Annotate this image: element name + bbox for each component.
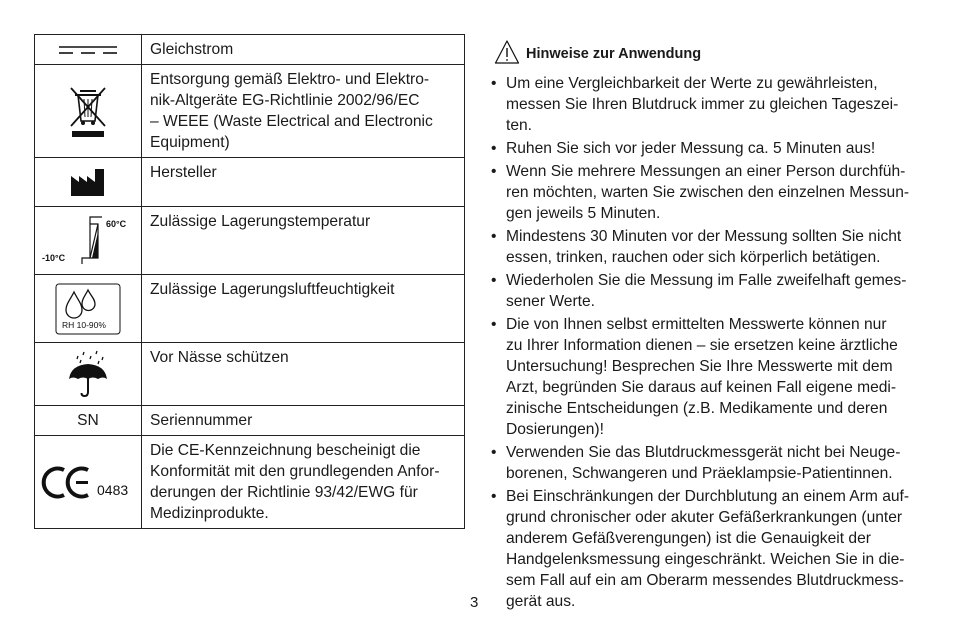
manufacturer-factory-icon — [68, 166, 108, 198]
notes-list — [491, 73, 931, 612]
list-item — [491, 226, 931, 268]
description-line: Medizinprodukte. — [150, 505, 269, 522]
description-line: Zulässige Lagerungstemperatur — [150, 213, 371, 230]
usage-notes-section — [491, 38, 931, 614]
list-item-line: Arzt, begründen Sie daraus auf keinen Fall eigene medi- — [506, 379, 897, 396]
symbol-row-ce-mark — [35, 436, 465, 529]
list-item-line: sem Fall auf ein am Oberarm messendes Blutdruckmess- — [506, 572, 904, 589]
description-line: derungen der Richtlinie 93/42/EWG für — [150, 484, 418, 501]
humidity-limit-icon — [52, 282, 124, 336]
symbol-description — [142, 207, 465, 275]
symbol-description — [142, 343, 465, 406]
direct-current-icon — [53, 44, 123, 56]
symbol-cell — [35, 207, 142, 275]
list-item-line: sener Werte. — [506, 293, 595, 310]
notes-heading-text: Hinweise zur Anwendung — [526, 46, 702, 62]
symbol-row-temperature — [35, 207, 465, 275]
symbol-row-weee — [35, 65, 465, 158]
temperature-limit-icon — [38, 212, 138, 270]
notes-heading — [494, 38, 931, 65]
list-item-line: Untersuchung! Besprechen Sie Ihre Messwerte mit dem — [506, 358, 893, 375]
list-item-line: anderem Gefäßverengungen) ist die Genauigkeit der — [506, 530, 871, 547]
symbol-description — [142, 406, 465, 436]
symbol-cell — [35, 343, 142, 406]
list-item — [491, 161, 931, 224]
list-item-line: • Um eine Vergleichbarkeit der Werte zu gewährleisten, — [506, 75, 878, 92]
description-line: Entsorgung gemäß Elektro- und Elektro- — [150, 71, 430, 88]
list-item-line: ten. — [506, 117, 533, 134]
symbols-table — [34, 34, 465, 529]
symbol-description — [142, 35, 465, 65]
temperature-min-label: -10°C — [42, 252, 66, 263]
list-item — [491, 442, 931, 484]
list-item-line: messen Sie Ihren Blutdruck immer zu gleichen Tageszei- — [506, 96, 899, 113]
list-item-line: essen, trinken, rauchen oder sich körperlich betätigen. — [506, 249, 881, 266]
list-item-line: • Ruhen Sie sich vor jeder Messung ca. 5 Minuten aus! — [506, 140, 876, 157]
list-item-line: borenen, Schwangeren und Präeklampsie-Patientinnen. — [506, 465, 893, 482]
list-item-line: • Wenn Sie mehrere Messungen an einer Person durchfüh- — [506, 163, 906, 180]
description-line: Vor Nässe schützen — [150, 349, 289, 366]
description-line: – WEEE (Waste Electrical and Electronic — [150, 113, 433, 130]
page-number: 3 — [470, 594, 479, 611]
weee-crossed-bin-icon — [66, 83, 110, 139]
list-item-line: Handgelenksmessung eingeschränkt. Weichen Sie in die- — [506, 551, 905, 568]
list-item-line: gerät aus. — [506, 593, 576, 610]
warning-triangle-icon — [494, 39, 520, 65]
list-item-line: grund chronischer oder akuter Gefäßerkrankungen (unter — [506, 509, 903, 526]
list-item-line: Dosierungen)! — [506, 421, 604, 438]
symbol-row-humidity — [35, 275, 465, 343]
symbol-row-serial-number — [35, 406, 465, 436]
symbol-description — [142, 275, 465, 343]
symbol-description — [142, 65, 465, 158]
list-item-line: • Bei Einschränkungen der Durchblutung an einem Arm auf- — [506, 488, 910, 505]
symbol-description — [142, 158, 465, 207]
description-line: nik-Altgeräte EG-Richtlinie 2002/96/EC — [150, 92, 420, 109]
list-item-line: ren möchten, warten Sie zwischen den einzelnen Messun- — [506, 184, 910, 201]
description-line: Gleichstrom — [150, 41, 234, 58]
list-item — [491, 314, 931, 440]
description-line: Hersteller — [150, 164, 217, 181]
symbol-description — [142, 436, 465, 529]
description-line: Konformität mit den grundlegenden Anfor- — [150, 463, 440, 480]
list-item-line: • Wiederholen Sie die Messung im Falle zweifelhaft gemes- — [506, 272, 907, 289]
list-item-line: zinische Entscheidungen (z.B. Medikamente und deren — [506, 400, 888, 417]
description-line: Die CE-Kennzeichnung bescheinigt die — [150, 442, 421, 459]
symbol-cell — [35, 406, 142, 436]
list-item-line: zu Ihrer Information dienen – sie ersetzen keine ärztliche — [506, 337, 898, 354]
list-item-line: gen jeweils 5 Minuten. — [506, 205, 661, 222]
list-item — [491, 138, 931, 159]
keep-dry-umbrella-icon — [65, 349, 111, 399]
symbol-row-keep-dry — [35, 343, 465, 406]
symbol-cell — [35, 158, 142, 207]
description-line: Seriennummer — [150, 412, 253, 429]
list-item — [491, 486, 931, 612]
list-item-line: • Verwenden Sie das Blutdruckmessgerät nicht bei Neuge- — [506, 444, 901, 461]
symbol-row-manufacturer — [35, 158, 465, 207]
notified-body-number: 0483 — [97, 482, 129, 498]
list-item — [491, 270, 931, 312]
list-item-line: • Mindestens 30 Minuten vor der Messung sollten Sie nicht — [506, 228, 902, 245]
symbol-cell — [35, 65, 142, 158]
description-line: Zulässige Lagerungsluftfeuchtigkeit — [150, 281, 395, 298]
humidity-range-label: RH 10-90% — [62, 319, 106, 330]
list-item-line: • Die von Ihnen selbst ermittelten Messwerte können nur — [506, 316, 887, 333]
symbol-cell — [35, 436, 142, 529]
serial-number-label: SN — [77, 412, 99, 429]
list-item — [491, 73, 931, 136]
symbol-cell — [35, 35, 142, 65]
symbol-row-direct-current — [35, 35, 465, 65]
temperature-max-label: 60°C — [106, 218, 127, 229]
symbol-cell — [35, 275, 142, 343]
description-line: Equipment) — [150, 134, 230, 151]
ce-mark-icon — [38, 462, 138, 502]
